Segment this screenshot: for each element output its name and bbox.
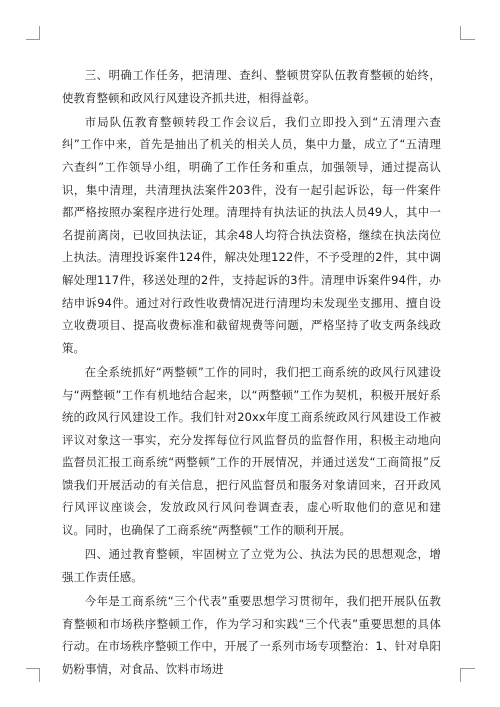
- paragraph-market-order: 今年是工商系统“三个代表”重要思想学习贯彻年，我们把开展队伍教育整顿和市场秩序整顿工作，作为学习和实践“三个代表”重要思想的具体行动。在市场秩序整顿工作中，开展了一系列市场专项整治：1、针对阜阳奶粉事情，对食品、饮料市场进: [62, 594, 441, 676]
- paragraph-section-four-heading: 四、通过教育整顿，牢固树立了立党为公、执法为民的思想观念，增强工作责任感。: [62, 547, 441, 584]
- paragraph-cleanup-work: 市局队伍教育整顿转段工作会议后，我们立即投入到“五清理六查纠”工作中来，首先是抽出了机关的相关人员，集中力量，成立了“五清理六查纠”工作领导小组，明确了工作任务和重点，加强领导，通过提高认识，集中清理，共清理执法案件203件，没有一起引起诉讼，每一件案件都严格按照办案程序进行处理。清理持有执法证的执法人员49人，其中一名提前离岗，已收回执法证，其余48人均符合执法资格，继续在执法岗位上执法。清理投诉案件124件，解决处理122件，不予受理的2件，其中调解处理117件，移送处理的2件，支持起诉的3件。清理申诉案件94件，办结申诉94件。通过对行政性收费情况进行清理均未发现坐支挪用、擅自设立收费项目、提高收费标准和截留规费等问题，严格坚持了收支两条线政策。: [62, 114, 441, 355]
- crop-mark-top-left-vertical: [39, 26, 40, 40]
- paragraph-section-three-heading: 三、明确工作任务，把清理、查纠、整顿贯穿队伍教育整顿的始终，使教育整顿和政风行风建设齐抓共进，相得益彰。: [62, 68, 441, 105]
- crop-mark-top-right-vertical: [460, 26, 461, 40]
- crop-mark-bottom-right-vertical: [460, 668, 461, 682]
- document-body: [62, 64, 441, 680]
- crop-mark-top-left-horizontal: [26, 39, 40, 40]
- crop-mark-bottom-left-horizontal: [26, 668, 40, 669]
- crop-mark-bottom-right-horizontal: [461, 668, 475, 669]
- crop-mark-bottom-left-vertical: [39, 668, 40, 682]
- paragraph-conduct-building: 在全系统抓好“两整顿”工作的同时，我们把工商系统的政风行风建设与“两整顿”工作有机地结合起来，以“两整顿”工作为契机，积极开展好系统的政风行风建设工作。我们针对20xx年度工商系统政风行风建设工作被评议对象这一事实，充分发挥每位行风监督员的监督作用，积极主动地向监督员汇报工商系统“两整顿”工作的开展情况，并通过送发“工商简报”反馈我们开展活动的有关信息，把行风监督员和服务对象请回来，召开政风行风评议座谈会，发放政风行风问卷调查表，虚心听取他们的意见和建议。同时，也确保了工商系统“两整顿”工作的顺利开展。: [62, 364, 441, 538]
- crop-mark-top-right-horizontal: [461, 39, 475, 40]
